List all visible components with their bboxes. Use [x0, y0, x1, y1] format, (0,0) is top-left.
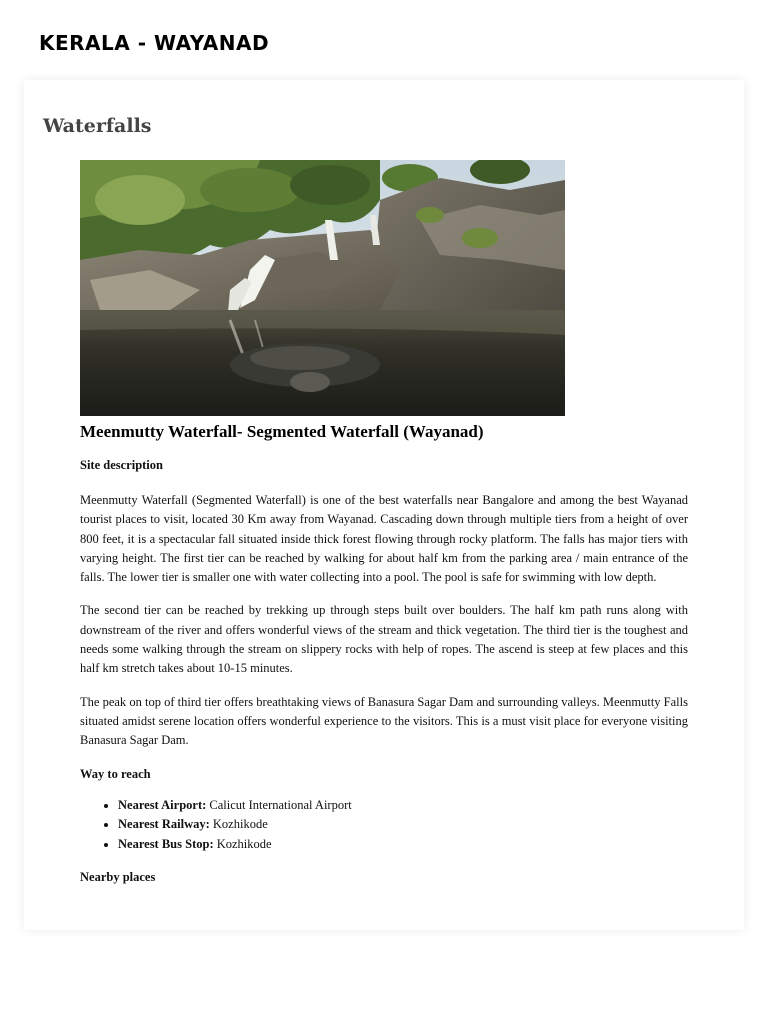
- nearby-places-heading: Nearby places: [80, 870, 156, 885]
- reach-label: Nearest Bus Stop:: [118, 836, 214, 851]
- waterfall-photo: [80, 160, 565, 416]
- paragraph: The peak on top of third tier offers breathtaking views of Banasura Sagar Dam and surrounding valleys. Meenmutty Falls situated amidst serene location offers wonderful experience to the visitors. This is a must visit place for everyone visiting Banasura Sagar Dam.: [80, 694, 688, 748]
- paragraph: The second tier can be reached by trekking up through steps built over boulders. The half km path runs along with downstream of the river and offers wonderful views of the stream and thick vegetation. The third tier is the toughest and needs some walking through the stream on slippery rocks with help of ropes. The ascend is steep at few places and this half km stretch takes about 10-15 minutes.: [80, 603, 688, 676]
- photo-caption: [80, 422, 688, 442]
- reach-label: Nearest Railway:: [118, 817, 210, 832]
- reach-label: Nearest Airport:: [118, 797, 207, 812]
- content-card: [24, 80, 744, 930]
- caption-name: Meenmutty Waterfall: [80, 422, 237, 441]
- page-header-title: KERALA - WAYANAD: [39, 31, 270, 55]
- site-description-heading: Site description: [80, 458, 163, 472]
- list-item: [118, 835, 688, 855]
- article-content: [80, 160, 688, 885]
- way-to-reach-heading: Way to reach: [80, 766, 151, 781]
- reach-value: Kozhikode: [212, 817, 268, 832]
- list-item: [118, 815, 688, 835]
- reach-value: Kozhikode: [216, 836, 272, 851]
- section-title: Waterfalls: [43, 115, 152, 137]
- list-item: [118, 796, 688, 816]
- caption-rest: - Segmented Waterfall (Wayanad): [236, 422, 484, 441]
- reach-list: [80, 796, 688, 855]
- paragraph: Meenmutty Waterfall (Segmented Waterfall) is one of the best waterfalls near Bangalore and among the best Wayanad tourist places to visit, located 30 Km away from Wayanad. Cascading down through multiple tiers from a height of over 800 feet, it is a spectacular fall situated inside thick forest flowing through rocky platform. The falls has major tiers with varying height. The first tier can be reached by walking for about half km from the parking area / main entrance of the falls. The lower tier is smaller one with water collecting into a pool. The pool is safe for swimming with low depth.: [80, 493, 688, 585]
- reach-value: Calicut International Airport: [209, 797, 352, 812]
